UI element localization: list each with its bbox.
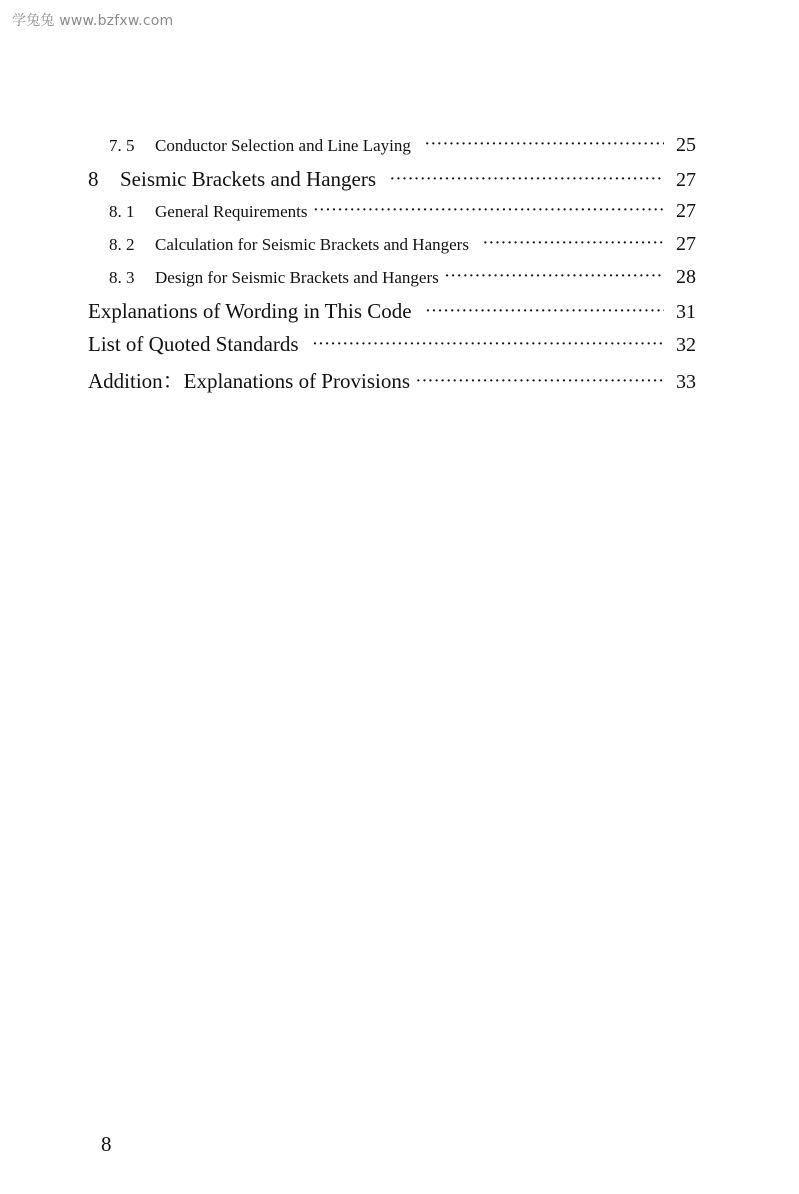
toc-entry-8-2[interactable] <box>88 233 696 266</box>
toc-entry-number: 8. 1 <box>109 202 135 221</box>
toc-entry-page: 28 <box>676 266 696 288</box>
toc-entry-title: General Requirements <box>155 202 308 221</box>
toc-entry-8-1[interactable] <box>88 200 696 233</box>
dot-leader <box>445 269 664 285</box>
toc-entry-page: 27 <box>676 200 696 222</box>
toc-entry-title: Calculation for Seismic Brackets and Hangers <box>155 235 469 254</box>
toc-entry-title: List of Quoted Standards <box>88 332 299 356</box>
watermark: 学兔兔 www.bzfxw.com <box>12 13 174 29</box>
toc-entry-title: Design for Seismic Brackets and Hangers <box>155 268 439 287</box>
toc-entry-number: 8. 2 <box>109 235 135 254</box>
dot-leader <box>313 337 664 353</box>
table-of-contents <box>88 134 696 398</box>
toc-entry-page: 27 <box>676 233 696 255</box>
toc-entry-number: 7. 5 <box>109 136 135 155</box>
toc-entry-number: 8. 3 <box>109 268 135 287</box>
toc-entry-page: 27 <box>676 169 696 191</box>
toc-entry-page: 33 <box>676 371 696 393</box>
dot-leader <box>426 304 664 320</box>
toc-entry-page: 25 <box>676 134 696 156</box>
dot-leader <box>483 236 664 252</box>
toc-entry-number: 8 <box>88 167 99 191</box>
toc-entry-8-3[interactable] <box>88 266 696 299</box>
page-number: 8 <box>101 1132 112 1156</box>
toc-entry-title: Addition：Explanations of Provisions <box>88 369 410 393</box>
toc-entry-title: Conductor Selection and Line Laying <box>155 136 411 155</box>
dot-leader <box>313 203 664 219</box>
dot-leader <box>390 172 664 188</box>
toc-entry-quoted-standards[interactable] <box>88 332 696 365</box>
toc-entry-title: Explanations of Wording in This Code <box>88 299 412 323</box>
toc-entry-page: 31 <box>676 301 696 323</box>
toc-entry-addition[interactable] <box>88 365 696 398</box>
toc-entry-7-5[interactable] <box>88 134 696 167</box>
toc-entry-title: Seismic Brackets and Hangers <box>120 167 377 191</box>
toc-entry-explanations-of-wording[interactable] <box>88 299 696 332</box>
toc-entry-page: 32 <box>676 334 696 356</box>
toc-entry-8[interactable] <box>88 167 696 200</box>
dot-leader <box>416 374 664 390</box>
dot-leader <box>425 137 664 153</box>
